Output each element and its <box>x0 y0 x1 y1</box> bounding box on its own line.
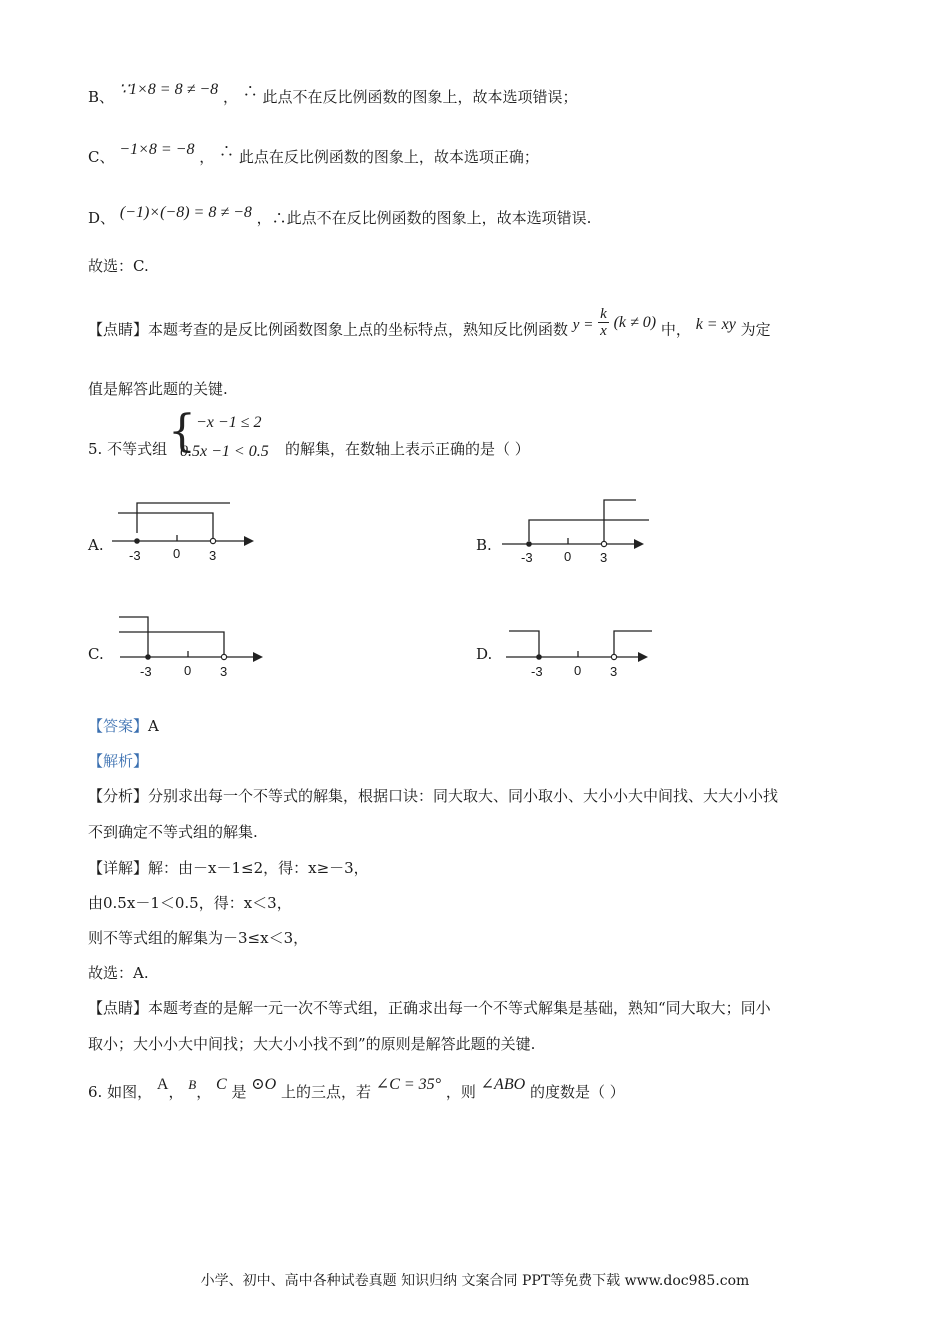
tick-label-neg3: -3 <box>531 664 543 679</box>
q5-inequality-2: 0.5x −1 < 0.5 <box>180 443 269 460</box>
detail-line-3: 则不等式组的解集为－3≤x＜3， <box>88 929 309 947</box>
hollow-point <box>210 538 215 543</box>
comment-q5-line-2: 取小；大小小大中间找；大大小小找不到”的原则是解答此题的关键. <box>88 1035 536 1053</box>
solid-point <box>526 541 532 547</box>
comment-1-kxy: k = xy <box>695 315 736 333</box>
option-c-label: C、 <box>88 148 115 166</box>
detail-line-2: 由0.5x－1＜0.5，得：x＜3， <box>88 894 292 912</box>
q6-angle-abo: ∠ABO <box>480 1076 526 1093</box>
q6-then: ，则 <box>445 1083 476 1101</box>
comment-line-2: 值是解答此题的关键. <box>88 380 228 398</box>
system-brace: { <box>168 406 196 457</box>
tick-label-0: 0 <box>173 546 181 561</box>
choose-c-text: 故选：C. <box>88 257 149 275</box>
comment-1-cond: (k ≠ 0) <box>613 313 657 331</box>
q5-prefix: 5. 不等式组 <box>88 440 168 458</box>
q6-is: 是 <box>231 1083 247 1101</box>
solid-point <box>145 654 151 660</box>
tick-label-0: 0 <box>574 663 582 678</box>
axis-arrow <box>244 536 254 546</box>
q5-suffix: 的解集，在数轴上表示正确的是（ ） <box>285 440 530 458</box>
option-b-text: 此点不在反比例函数的图象上，故本选项错误； <box>262 88 578 106</box>
option-b-label: B、 <box>88 88 115 106</box>
q6-prefix: 6. 如图， <box>88 1083 153 1101</box>
hollow-point <box>601 541 606 546</box>
fraction-k-over-x <box>598 306 609 339</box>
q6-mid: 上的三点，若 <box>280 1083 371 1101</box>
option-b-line <box>88 81 578 109</box>
range-bracket-left <box>137 503 230 533</box>
analysis-line-2: 不到确定不等式组的解集. <box>88 823 258 841</box>
hollow-point <box>611 654 616 659</box>
hollow-point <box>221 654 226 659</box>
q6-sep-1: ， <box>168 1083 184 1101</box>
solid-point <box>134 538 140 544</box>
option-c-math: −1×8 = −8 <box>119 141 195 158</box>
option-c2-label: C. <box>88 645 104 663</box>
range-bracket-left <box>509 631 539 657</box>
range-bracket-left <box>119 617 148 657</box>
q6-sep-2: ， <box>196 1083 212 1101</box>
option-b-sep: ， <box>222 88 238 106</box>
solid-point <box>536 654 542 660</box>
tick-label-neg3: -3 <box>140 664 152 679</box>
tick-label-3: 3 <box>209 548 217 563</box>
axis-arrow <box>253 652 263 662</box>
q6-point-a: A <box>156 1076 169 1093</box>
option-d2-label: D. <box>476 645 493 663</box>
option-c-line <box>88 141 539 169</box>
number-line-b <box>502 495 652 570</box>
answer-line <box>88 715 159 737</box>
tick-label-0: 0 <box>184 663 192 678</box>
option-d-text: ，∴此点不在反比例函数的图象上，故本选项错误. <box>256 209 592 227</box>
comment-q5-line-1: 【点睛】本题考查的是解一元一次不等式组，正确求出每一个不等式解集是基础，熟知“同大取大；同小 <box>88 999 771 1017</box>
option-b2-label: B. <box>476 536 492 554</box>
axis-arrow <box>634 539 644 549</box>
q6-point-b: B <box>188 1077 197 1092</box>
fraction-numerator: k <box>600 306 607 322</box>
number-line-c <box>116 608 271 683</box>
option-a-label: A. <box>88 536 104 554</box>
axis-arrow <box>638 652 648 662</box>
detail-line-1: 【详解】解：由－x－1≤2，得：x≥－3， <box>88 859 369 877</box>
fraction-denominator: x <box>600 323 607 339</box>
answer-tag: 【答案】 <box>88 717 149 735</box>
comment-line-1 <box>88 306 771 347</box>
number-line-a <box>112 495 262 570</box>
number-line-d <box>506 616 656 686</box>
comment-1-mid: 中， <box>660 320 691 339</box>
q6-angle-c: ∠C = 35° <box>375 1076 442 1093</box>
q5-inequality-1: −x −1 ≤ 2 <box>196 414 262 431</box>
q6-line <box>88 1076 625 1104</box>
option-d-math: (−1)×(−8) = 8 ≠ −8 <box>119 204 252 221</box>
tick-label-3: 3 <box>600 550 608 565</box>
tick-label-neg3: -3 <box>521 550 533 565</box>
q6-point-c: C <box>215 1076 227 1093</box>
range-bracket-right <box>118 513 213 541</box>
q6-suffix: 的度数是（ ） <box>529 1083 625 1101</box>
tick-label-3: 3 <box>610 664 618 679</box>
option-b-therefore: ∴ <box>242 82 258 100</box>
range-bracket-right <box>614 631 652 657</box>
comment-1-a: 【点睛】本题考查的是反比例函数图象上点的坐标特点，熟知反比例函数 <box>88 320 569 339</box>
option-c-therefore: ∴ <box>219 142 235 160</box>
option-b-math: ∵1×8 = 8 ≠ −8 <box>118 81 219 98</box>
option-c-sep: ， <box>199 148 215 166</box>
analysis-line-1: 【分析】分别求出每一个不等式的解集，根据口诀：同大取大、同小取小、大小小大中间找、大大小小找 <box>88 787 779 805</box>
option-d-label: D、 <box>88 209 116 227</box>
comment-1-y: y = <box>572 316 594 333</box>
tick-label-0: 0 <box>564 549 572 564</box>
option-d-line <box>88 204 592 230</box>
analysis-tag: 【解析】 <box>88 752 149 770</box>
comment-1-end: 为定 <box>740 320 771 339</box>
range-bracket-right <box>119 632 224 657</box>
detail-line-4: 故选：A. <box>88 964 149 982</box>
range-bracket-left <box>529 520 649 541</box>
answer-value: A <box>148 717 159 735</box>
option-c-text: 此点在反比例函数的图象上，故本选项正确； <box>238 148 539 166</box>
q6-circle-o: ⊙O <box>251 1076 277 1093</box>
page-footer: 小学、初中、高中各种试卷真题 知识归纳 文案合同 PPT等免费下载 www.doc985.com <box>200 1273 750 1289</box>
tick-label-neg3: -3 <box>129 548 141 563</box>
tick-label-3: 3 <box>220 664 228 679</box>
